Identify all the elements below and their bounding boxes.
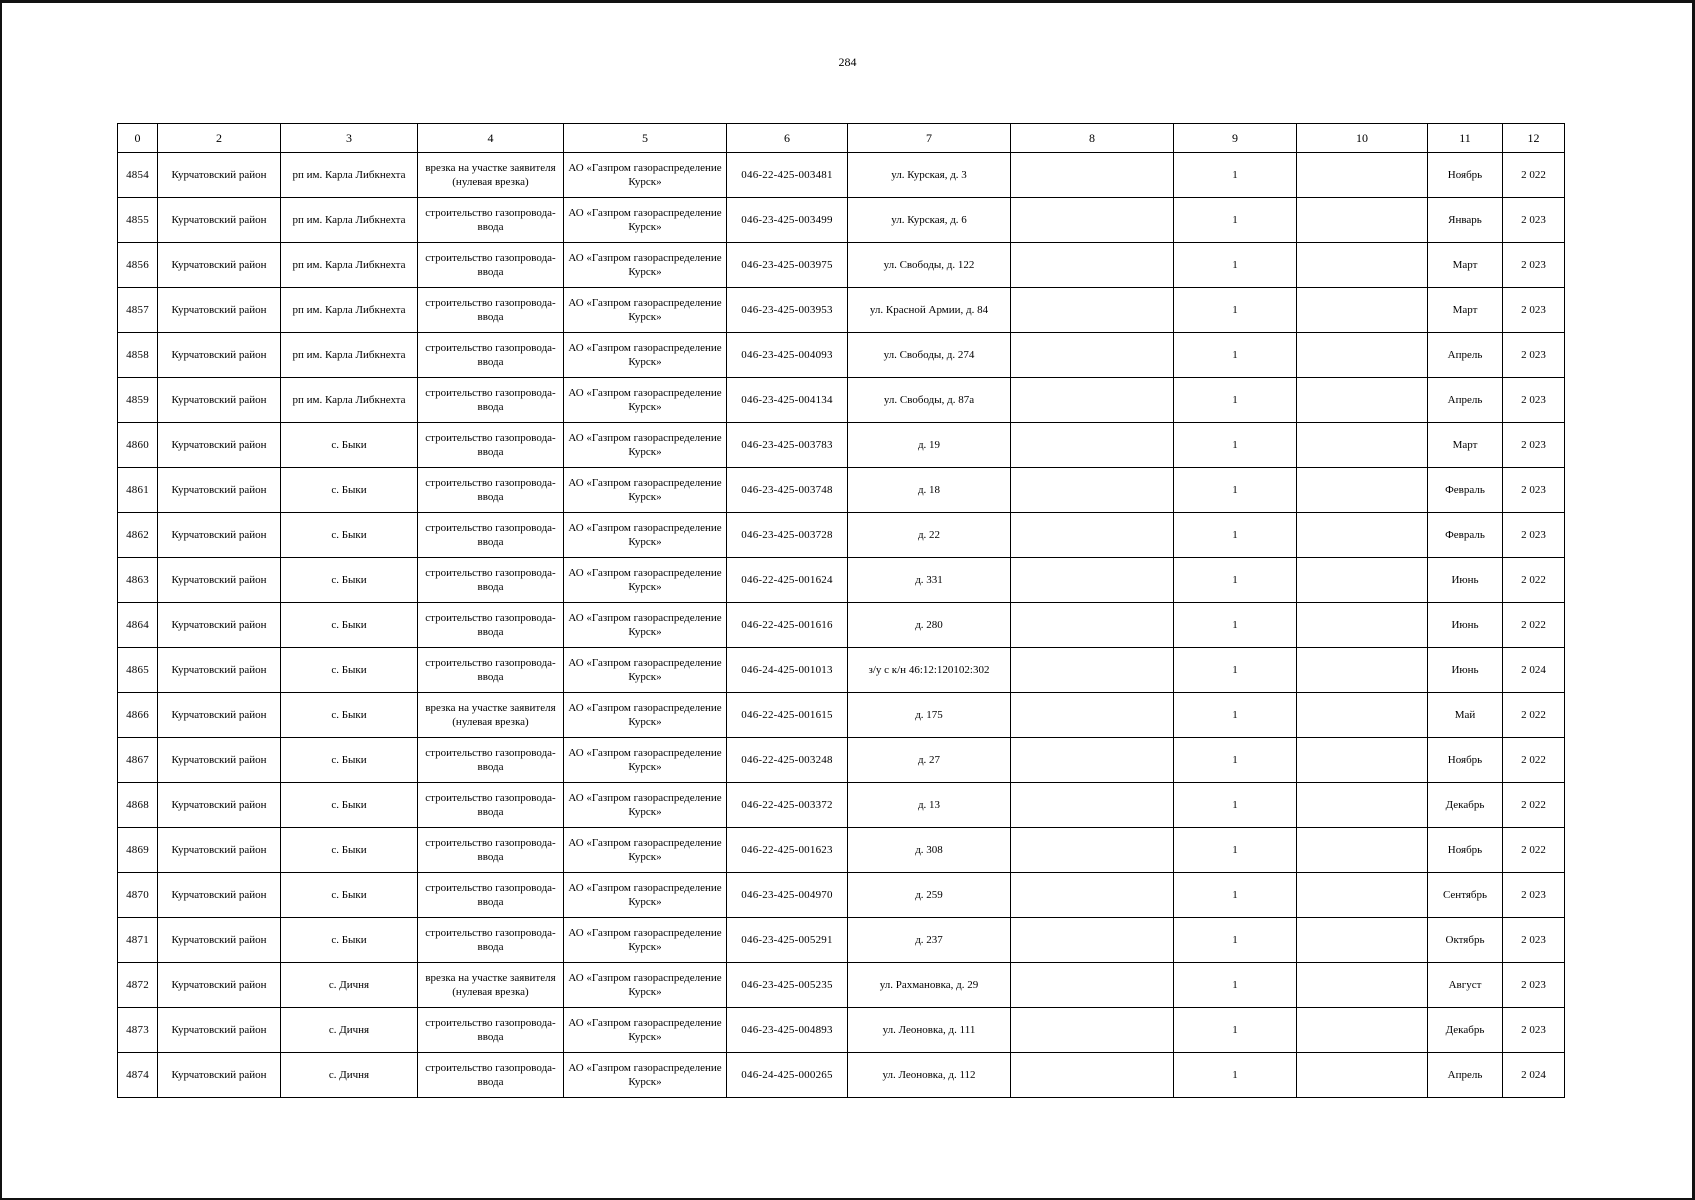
column-header: 10 [1297, 124, 1428, 153]
cell-year: 2 023 [1503, 468, 1565, 513]
cell-address: д. 13 [848, 783, 1011, 828]
cell-district: Курчатовский район [158, 333, 281, 378]
table-row [118, 738, 1565, 783]
cell-col-10 [1297, 783, 1428, 828]
cell-organization: АО «Газпром газораспределение Курск» [564, 288, 727, 333]
cell-application-number: 046-22-425-001624 [727, 558, 848, 603]
cell-col-10 [1297, 423, 1428, 468]
cell-application-number: 046-22-425-003248 [727, 738, 848, 783]
cell-col-10 [1297, 378, 1428, 423]
header-row [118, 124, 1565, 153]
cell-month: Сентябрь [1428, 873, 1503, 918]
table-row [118, 288, 1565, 333]
cell-locality: с. Быки [281, 873, 418, 918]
cell-col-10 [1297, 828, 1428, 873]
cell-count: 1 [1174, 288, 1297, 333]
cell-year: 2 023 [1503, 333, 1565, 378]
cell-year: 2 023 [1503, 963, 1565, 1008]
column-header: 8 [1011, 124, 1174, 153]
cell-col-10 [1297, 198, 1428, 243]
cell-work-type: строительство газопровода-ввода [418, 783, 564, 828]
cell-col-10 [1297, 153, 1428, 198]
cell-year: 2 023 [1503, 873, 1565, 918]
cell-locality: с. Дичня [281, 1008, 418, 1053]
cell-application-number: 046-23-425-003728 [727, 513, 848, 558]
cell-count: 1 [1174, 918, 1297, 963]
cell-col-10 [1297, 288, 1428, 333]
cell-row-number: 4873 [118, 1008, 158, 1053]
cell-year: 2 022 [1503, 153, 1565, 198]
table-row [118, 918, 1565, 963]
cell-count: 1 [1174, 963, 1297, 1008]
cell-application-number: 046-23-425-003953 [727, 288, 848, 333]
column-header: 0 [118, 124, 158, 153]
cell-col-10 [1297, 513, 1428, 558]
cell-count: 1 [1174, 648, 1297, 693]
cell-district: Курчатовский район [158, 243, 281, 288]
table-row [118, 243, 1565, 288]
cell-row-number: 4861 [118, 468, 158, 513]
cell-month: Июнь [1428, 648, 1503, 693]
cell-locality: с. Дичня [281, 963, 418, 1008]
cell-address: ул. Курская, д. 6 [848, 198, 1011, 243]
cell-row-number: 4862 [118, 513, 158, 558]
cell-col-8 [1011, 873, 1174, 918]
cell-col-8 [1011, 513, 1174, 558]
cell-application-number: 046-23-425-003783 [727, 423, 848, 468]
column-header: 6 [727, 124, 848, 153]
cell-row-number: 4871 [118, 918, 158, 963]
cell-year: 2 023 [1503, 243, 1565, 288]
table-row [118, 423, 1565, 468]
table-body [118, 153, 1565, 1098]
cell-application-number: 046-23-425-005235 [727, 963, 848, 1008]
cell-address: ул. Красной Армии, д. 84 [848, 288, 1011, 333]
cell-year: 2 023 [1503, 423, 1565, 468]
cell-district: Курчатовский район [158, 693, 281, 738]
cell-count: 1 [1174, 1053, 1297, 1098]
cell-locality: с. Быки [281, 648, 418, 693]
cell-application-number: 046-22-425-001623 [727, 828, 848, 873]
cell-work-type: строительство газопровода-ввода [418, 918, 564, 963]
cell-organization: АО «Газпром газораспределение Курск» [564, 423, 727, 468]
cell-work-type: строительство газопровода-ввода [418, 828, 564, 873]
cell-col-8 [1011, 828, 1174, 873]
cell-year: 2 022 [1503, 558, 1565, 603]
cell-address: д. 18 [848, 468, 1011, 513]
cell-organization: АО «Газпром газораспределение Курск» [564, 738, 727, 783]
cell-locality: с. Дичня [281, 1053, 418, 1098]
cell-col-10 [1297, 738, 1428, 783]
cell-month: Март [1428, 243, 1503, 288]
cell-address: ул. Леоновка, д. 111 [848, 1008, 1011, 1053]
cell-application-number: 046-23-425-003975 [727, 243, 848, 288]
cell-count: 1 [1174, 873, 1297, 918]
cell-work-type: строительство газопровода-ввода [418, 468, 564, 513]
table-row [118, 513, 1565, 558]
cell-col-8 [1011, 198, 1174, 243]
cell-organization: АО «Газпром газораспределение Курск» [564, 828, 727, 873]
cell-col-10 [1297, 648, 1428, 693]
cell-organization: АО «Газпром газораспределение Курск» [564, 1008, 727, 1053]
cell-work-type: строительство газопровода-ввода [418, 873, 564, 918]
table-row [118, 153, 1565, 198]
cell-month: Март [1428, 423, 1503, 468]
cell-locality: с. Быки [281, 693, 418, 738]
cell-count: 1 [1174, 783, 1297, 828]
cell-district: Курчатовский район [158, 783, 281, 828]
cell-district: Курчатовский район [158, 738, 281, 783]
cell-locality: с. Быки [281, 423, 418, 468]
cell-organization: АО «Газпром газораспределение Курск» [564, 198, 727, 243]
cell-application-number: 046-23-425-003748 [727, 468, 848, 513]
column-header: 7 [848, 124, 1011, 153]
column-header: 4 [418, 124, 564, 153]
cell-organization: АО «Газпром газораспределение Курск» [564, 873, 727, 918]
cell-locality: с. Быки [281, 918, 418, 963]
cell-locality: с. Быки [281, 603, 418, 648]
cell-year: 2 023 [1503, 1008, 1565, 1053]
column-header: 11 [1428, 124, 1503, 153]
cell-year: 2 022 [1503, 693, 1565, 738]
table-row [118, 468, 1565, 513]
cell-col-10 [1297, 468, 1428, 513]
cell-district: Курчатовский район [158, 153, 281, 198]
cell-year: 2 023 [1503, 378, 1565, 423]
cell-locality: с. Быки [281, 783, 418, 828]
table-row [118, 873, 1565, 918]
cell-work-type: строительство газопровода-ввода [418, 423, 564, 468]
cell-address: д. 280 [848, 603, 1011, 648]
cell-locality: с. Быки [281, 513, 418, 558]
cell-row-number: 4865 [118, 648, 158, 693]
table-row [118, 783, 1565, 828]
cell-count: 1 [1174, 378, 1297, 423]
cell-district: Курчатовский район [158, 468, 281, 513]
cell-application-number: 046-22-425-001616 [727, 603, 848, 648]
cell-year: 2 022 [1503, 603, 1565, 648]
cell-row-number: 4870 [118, 873, 158, 918]
cell-month: Август [1428, 963, 1503, 1008]
cell-month: Март [1428, 288, 1503, 333]
cell-address: ул. Свободы, д. 87а [848, 378, 1011, 423]
cell-month: Февраль [1428, 468, 1503, 513]
cell-address: д. 27 [848, 738, 1011, 783]
cell-row-number: 4855 [118, 198, 158, 243]
cell-locality: с. Быки [281, 558, 418, 603]
cell-count: 1 [1174, 693, 1297, 738]
table-header [118, 124, 1565, 153]
cell-count: 1 [1174, 1008, 1297, 1053]
cell-work-type: строительство газопровода-ввода [418, 333, 564, 378]
cell-count: 1 [1174, 153, 1297, 198]
cell-locality: с. Быки [281, 738, 418, 783]
cell-row-number: 4854 [118, 153, 158, 198]
cell-district: Курчатовский район [158, 288, 281, 333]
column-header: 5 [564, 124, 727, 153]
cell-work-type: строительство газопровода-ввода [418, 288, 564, 333]
cell-district: Курчатовский район [158, 648, 281, 693]
register-table [117, 123, 1565, 1098]
cell-col-10 [1297, 693, 1428, 738]
cell-organization: АО «Газпром газораспределение Курск» [564, 603, 727, 648]
cell-col-8 [1011, 1008, 1174, 1053]
cell-district: Курчатовский район [158, 378, 281, 423]
cell-row-number: 4860 [118, 423, 158, 468]
cell-application-number: 046-22-425-003481 [727, 153, 848, 198]
cell-organization: АО «Газпром газораспределение Курск» [564, 243, 727, 288]
cell-district: Курчатовский район [158, 423, 281, 468]
cell-year: 2 023 [1503, 513, 1565, 558]
cell-application-number: 046-22-425-001615 [727, 693, 848, 738]
cell-row-number: 4872 [118, 963, 158, 1008]
cell-application-number: 046-23-425-004970 [727, 873, 848, 918]
cell-col-8 [1011, 558, 1174, 603]
cell-work-type: строительство газопровода-ввода [418, 603, 564, 648]
cell-count: 1 [1174, 423, 1297, 468]
cell-col-8 [1011, 423, 1174, 468]
cell-col-8 [1011, 648, 1174, 693]
cell-col-8 [1011, 1053, 1174, 1098]
cell-month: Апрель [1428, 378, 1503, 423]
cell-work-type: строительство газопровода-ввода [418, 378, 564, 423]
cell-address: ул. Курская, д. 3 [848, 153, 1011, 198]
cell-month: Январь [1428, 198, 1503, 243]
table-row [118, 198, 1565, 243]
cell-work-type: строительство газопровода-ввода [418, 198, 564, 243]
cell-work-type: врезка на участке заявителя (нулевая врезка) [418, 153, 564, 198]
cell-col-8 [1011, 288, 1174, 333]
cell-organization: АО «Газпром газораспределение Курск» [564, 963, 727, 1008]
cell-col-8 [1011, 378, 1174, 423]
cell-application-number: 046-23-425-005291 [727, 918, 848, 963]
cell-work-type: врезка на участке заявителя (нулевая врезка) [418, 693, 564, 738]
cell-application-number: 046-23-425-004134 [727, 378, 848, 423]
cell-col-8 [1011, 783, 1174, 828]
cell-district: Курчатовский район [158, 828, 281, 873]
cell-locality: рп им. Карла Либкнехта [281, 243, 418, 288]
cell-address: д. 19 [848, 423, 1011, 468]
cell-row-number: 4874 [118, 1053, 158, 1098]
cell-month: Апрель [1428, 333, 1503, 378]
cell-application-number: 046-22-425-003372 [727, 783, 848, 828]
cell-work-type: строительство газопровода-ввода [418, 648, 564, 693]
cell-month: Ноябрь [1428, 738, 1503, 783]
cell-organization: АО «Газпром газораспределение Курск» [564, 513, 727, 558]
cell-col-10 [1297, 333, 1428, 378]
cell-count: 1 [1174, 333, 1297, 378]
cell-col-10 [1297, 1053, 1428, 1098]
cell-organization: АО «Газпром газораспределение Курск» [564, 918, 727, 963]
cell-year: 2 024 [1503, 648, 1565, 693]
table-row [118, 963, 1565, 1008]
cell-organization: АО «Газпром газораспределение Курск» [564, 558, 727, 603]
cell-locality: с. Быки [281, 828, 418, 873]
cell-work-type: врезка на участке заявителя (нулевая врезка) [418, 963, 564, 1008]
cell-locality: рп им. Карла Либкнехта [281, 153, 418, 198]
cell-col-10 [1297, 873, 1428, 918]
cell-organization: АО «Газпром газораспределение Курск» [564, 1053, 727, 1098]
cell-address: з/у с к/н 46:12:120102:302 [848, 648, 1011, 693]
cell-organization: АО «Газпром газораспределение Курск» [564, 468, 727, 513]
cell-col-8 [1011, 153, 1174, 198]
cell-address: ул. Свободы, д. 122 [848, 243, 1011, 288]
cell-count: 1 [1174, 828, 1297, 873]
cell-month: Май [1428, 693, 1503, 738]
cell-month: Декабрь [1428, 783, 1503, 828]
cell-row-number: 4863 [118, 558, 158, 603]
column-header: 3 [281, 124, 418, 153]
cell-address: д. 308 [848, 828, 1011, 873]
cell-year: 2 023 [1503, 918, 1565, 963]
cell-work-type: строительство газопровода-ввода [418, 243, 564, 288]
cell-organization: АО «Газпром газораспределение Курск» [564, 153, 727, 198]
cell-month: Октябрь [1428, 918, 1503, 963]
cell-organization: АО «Газпром газораспределение Курск» [564, 693, 727, 738]
cell-district: Курчатовский район [158, 1053, 281, 1098]
table-row [118, 333, 1565, 378]
cell-col-8 [1011, 243, 1174, 288]
cell-address: д. 175 [848, 693, 1011, 738]
cell-district: Курчатовский район [158, 873, 281, 918]
cell-district: Курчатовский район [158, 1008, 281, 1053]
cell-col-10 [1297, 918, 1428, 963]
cell-application-number: 046-23-425-003499 [727, 198, 848, 243]
cell-row-number: 4856 [118, 243, 158, 288]
table-row [118, 378, 1565, 423]
cell-address: ул. Рахмановка, д. 29 [848, 963, 1011, 1008]
column-header: 12 [1503, 124, 1565, 153]
cell-row-number: 4859 [118, 378, 158, 423]
cell-organization: АО «Газпром газораспределение Курск» [564, 333, 727, 378]
cell-row-number: 4866 [118, 693, 158, 738]
cell-address: ул. Свободы, д. 274 [848, 333, 1011, 378]
cell-year: 2 023 [1503, 288, 1565, 333]
cell-row-number: 4868 [118, 783, 158, 828]
cell-address: ул. Леоновка, д. 112 [848, 1053, 1011, 1098]
cell-work-type: строительство газопровода-ввода [418, 1053, 564, 1098]
cell-year: 2 024 [1503, 1053, 1565, 1098]
cell-count: 1 [1174, 198, 1297, 243]
cell-district: Курчатовский район [158, 918, 281, 963]
cell-locality: с. Быки [281, 468, 418, 513]
cell-organization: АО «Газпром газораспределение Курск» [564, 648, 727, 693]
cell-col-10 [1297, 963, 1428, 1008]
cell-district: Курчатовский район [158, 603, 281, 648]
cell-count: 1 [1174, 558, 1297, 603]
cell-organization: АО «Газпром газораспределение Курск» [564, 783, 727, 828]
cell-locality: рп им. Карла Либкнехта [281, 333, 418, 378]
cell-organization: АО «Газпром газораспределение Курск» [564, 378, 727, 423]
cell-year: 2 022 [1503, 783, 1565, 828]
cell-year: 2 022 [1503, 738, 1565, 783]
cell-col-10 [1297, 243, 1428, 288]
table-row [118, 648, 1565, 693]
cell-locality: рп им. Карла Либкнехта [281, 198, 418, 243]
cell-col-10 [1297, 1008, 1428, 1053]
cell-district: Курчатовский район [158, 198, 281, 243]
cell-work-type: строительство газопровода-ввода [418, 558, 564, 603]
cell-district: Курчатовский район [158, 963, 281, 1008]
page-number: 284 [838, 55, 857, 69]
cell-col-10 [1297, 603, 1428, 648]
cell-month: Декабрь [1428, 1008, 1503, 1053]
cell-locality: рп им. Карла Либкнехта [281, 378, 418, 423]
cell-col-8 [1011, 918, 1174, 963]
column-header: 2 [158, 124, 281, 153]
table-row [118, 603, 1565, 648]
cell-col-8 [1011, 333, 1174, 378]
cell-month: Ноябрь [1428, 828, 1503, 873]
table-row [118, 1008, 1565, 1053]
cell-address: д. 237 [848, 918, 1011, 963]
cell-month: Июнь [1428, 558, 1503, 603]
table-row [118, 693, 1565, 738]
column-header: 9 [1174, 124, 1297, 153]
cell-month: Февраль [1428, 513, 1503, 558]
cell-application-number: 046-24-425-000265 [727, 1053, 848, 1098]
cell-month: Апрель [1428, 1053, 1503, 1098]
cell-work-type: строительство газопровода-ввода [418, 738, 564, 783]
cell-locality: рп им. Карла Либкнехта [281, 288, 418, 333]
cell-work-type: строительство газопровода-ввода [418, 1008, 564, 1053]
cell-district: Курчатовский район [158, 513, 281, 558]
cell-col-10 [1297, 558, 1428, 603]
cell-row-number: 4867 [118, 738, 158, 783]
cell-address: д. 331 [848, 558, 1011, 603]
cell-row-number: 4857 [118, 288, 158, 333]
cell-year: 2 023 [1503, 198, 1565, 243]
cell-month: Июнь [1428, 603, 1503, 648]
cell-col-8 [1011, 468, 1174, 513]
cell-district: Курчатовский район [158, 558, 281, 603]
table-row [118, 828, 1565, 873]
cell-col-8 [1011, 738, 1174, 783]
cell-address: д. 259 [848, 873, 1011, 918]
cell-col-8 [1011, 693, 1174, 738]
cell-row-number: 4858 [118, 333, 158, 378]
cell-row-number: 4864 [118, 603, 158, 648]
cell-count: 1 [1174, 243, 1297, 288]
cell-count: 1 [1174, 513, 1297, 558]
table-row [118, 558, 1565, 603]
cell-col-8 [1011, 963, 1174, 1008]
cell-month: Ноябрь [1428, 153, 1503, 198]
cell-count: 1 [1174, 468, 1297, 513]
cell-address: д. 22 [848, 513, 1011, 558]
cell-application-number: 046-23-425-004093 [727, 333, 848, 378]
cell-count: 1 [1174, 603, 1297, 648]
cell-application-number: 046-24-425-001013 [727, 648, 848, 693]
cell-row-number: 4869 [118, 828, 158, 873]
cell-year: 2 022 [1503, 828, 1565, 873]
cell-count: 1 [1174, 738, 1297, 783]
table-row [118, 1053, 1565, 1098]
cell-application-number: 046-23-425-004893 [727, 1008, 848, 1053]
cell-work-type: строительство газопровода-ввода [418, 513, 564, 558]
cell-col-8 [1011, 603, 1174, 648]
